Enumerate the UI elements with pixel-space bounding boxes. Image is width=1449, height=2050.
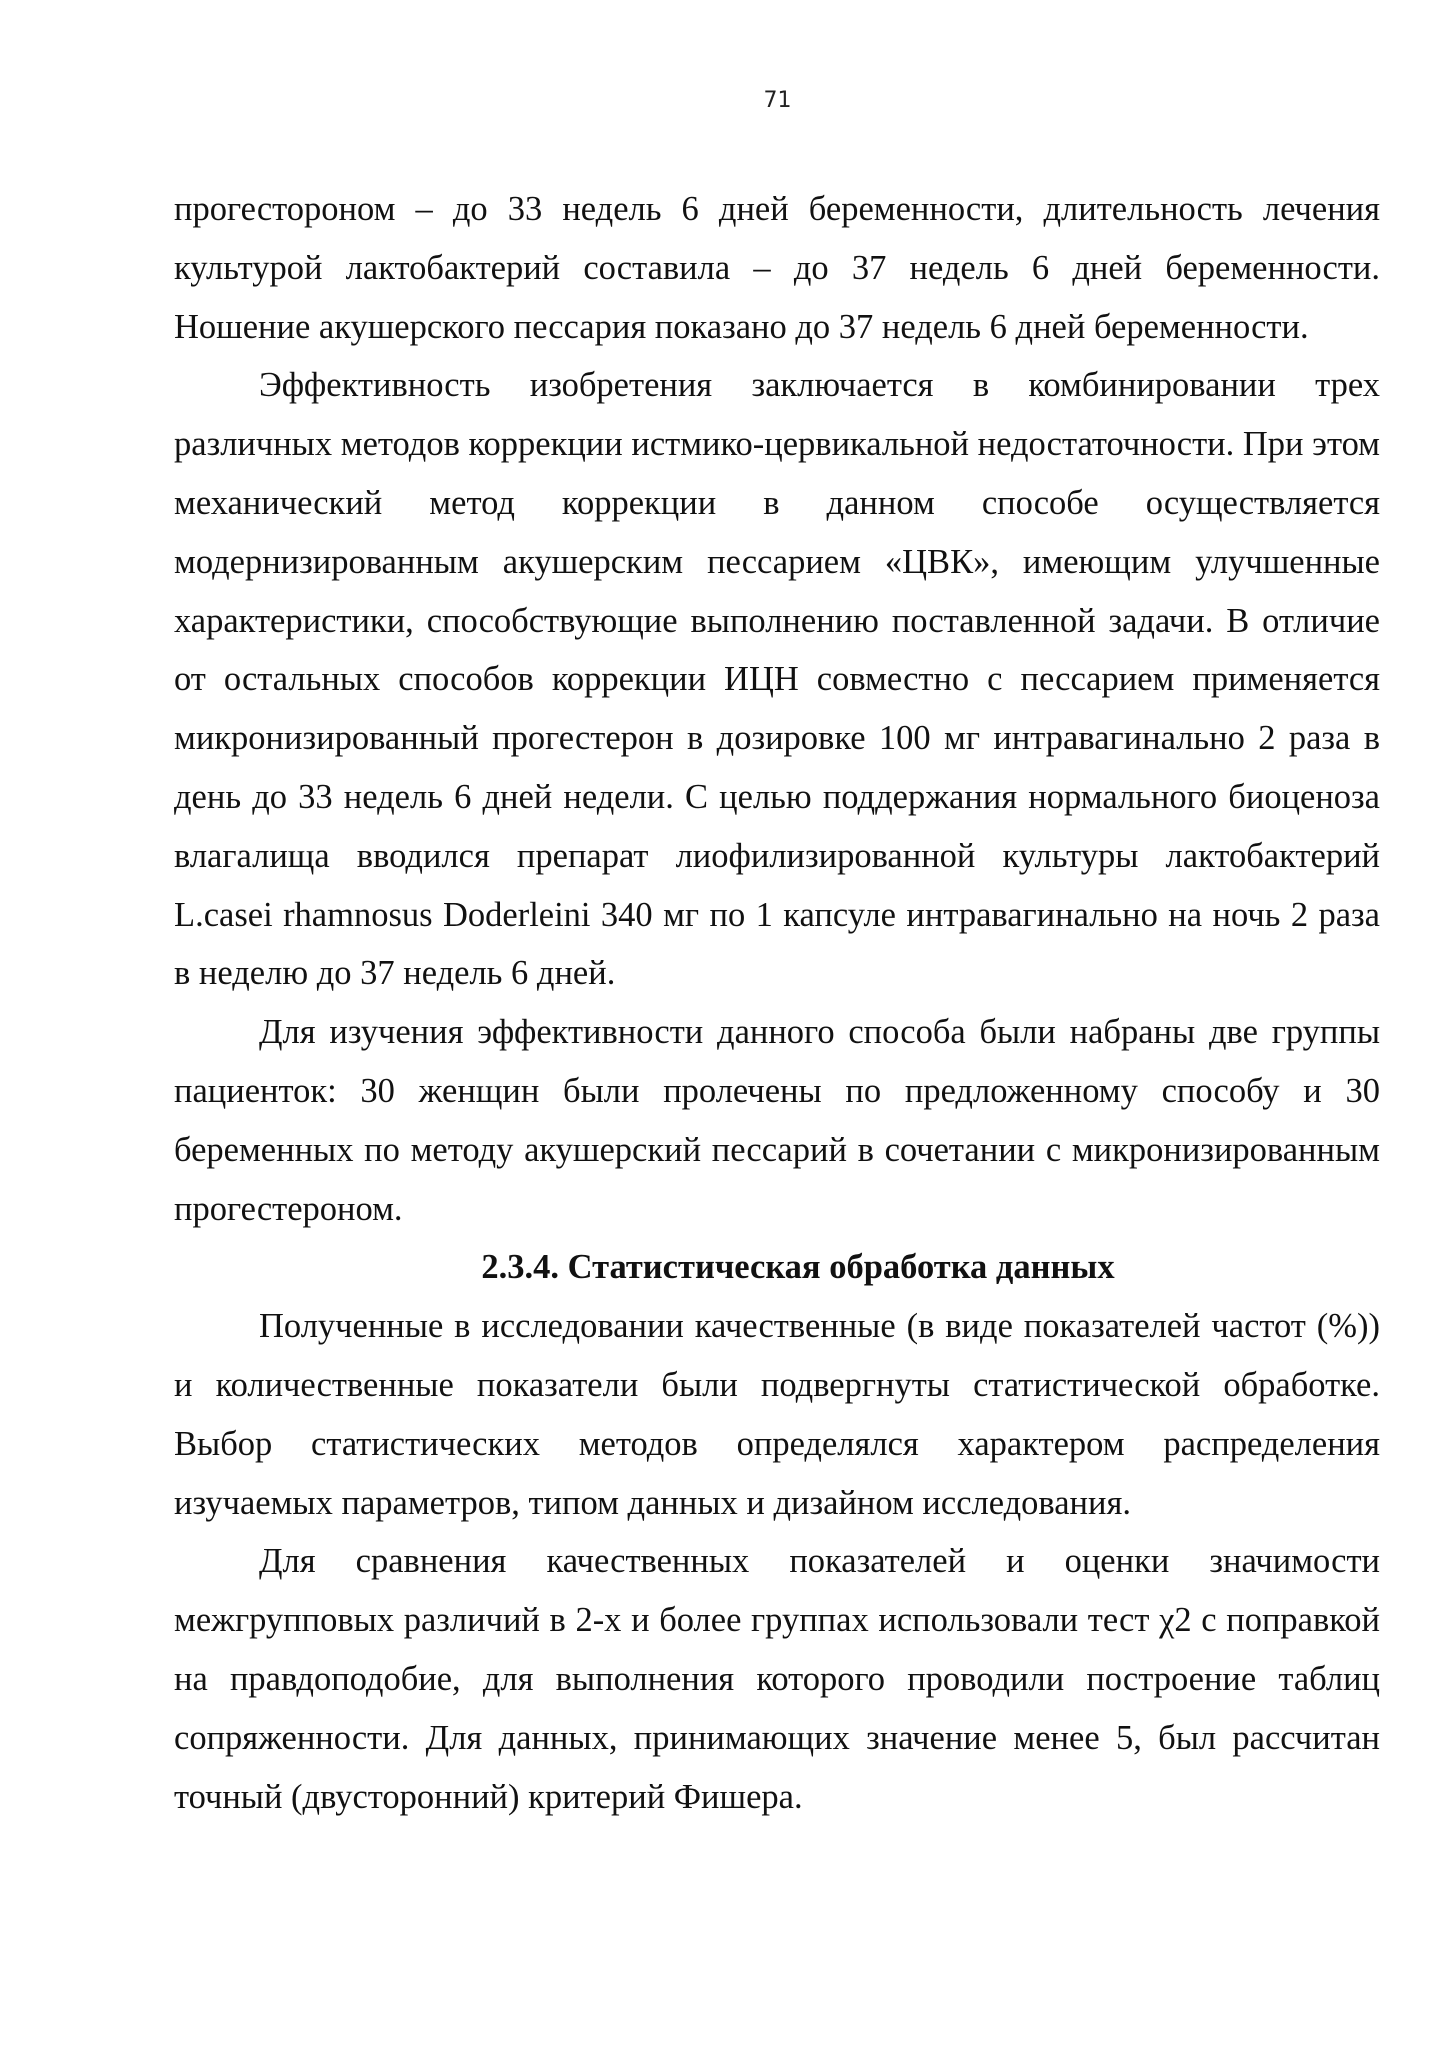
paragraph-invention-efficiency: Эффективность изобретения заключается в комбинировании трех различных методов коррекции истмико-цервикальной недостаточности. При этом механический метод коррекции в данном способе осуществляется модернизированным акушерским пессарием «ЦВК», имеющим улучшенные характеристики, способствующие выполнению поставленной задачи. В отличие от остальных способов коррекции ИЦН совместно с пессарием применяется микронизированный прогестерон в дозировке 100 мг интравагинально 2 раза в день до 33 недель 6 дней недели. С целью поддержания нормального биоценоза влагалища вводился препарат лиофилизированной культуры лактобактерий L.casei rhamnosus Doderleini 340 мг по 1 капсуле интравагинально на ночь 2 раза в неделю до 37 недель 6 дней. — [174, 366, 1380, 993]
paragraph-chi-square-test: Для сравнения качественных показателей и оценки значимости межгрупповых различий в 2-х и более группах использовали тест χ2 с поправкой на правдоподобие, для выполнения которого проводили построение таблиц сопряженности. Для данных, принимающих значение менее 5, был рассчитан точный (двусторонний) критерий Фишера. — [174, 1542, 1380, 1816]
document-body — [174, 180, 1380, 1826]
page-number: 71 — [763, 88, 792, 113]
paragraph-statistical-processing: Полученные в исследовании качественные (в виде показателей частот (%)) и количественные показатели были подвергнуты статистической обработке. Выбор статистических методов определялся характером распределения изучаемых параметров, типом данных и дизайном исследования. — [174, 1307, 1380, 1522]
section-heading: 2.3.4. Статистическая обработка данных — [481, 1248, 1115, 1287]
paragraph-continuation: прогестороном – до 33 недель 6 дней беременности, длительность лечения культурой лактобактерий составила – до 37 недель 6 дней беременности. Ношение акушерского пессария показано до 37 недель 6 дней беременности. — [174, 190, 1380, 346]
paragraph-study-groups: Для изучения эффективности данного способа были набраны две группы пациенток: 30 женщин были пролечены по предложенному способу и 30 беременных по методу акушерский пессарий в сочетании с микронизированным прогестероном. — [174, 1013, 1380, 1228]
